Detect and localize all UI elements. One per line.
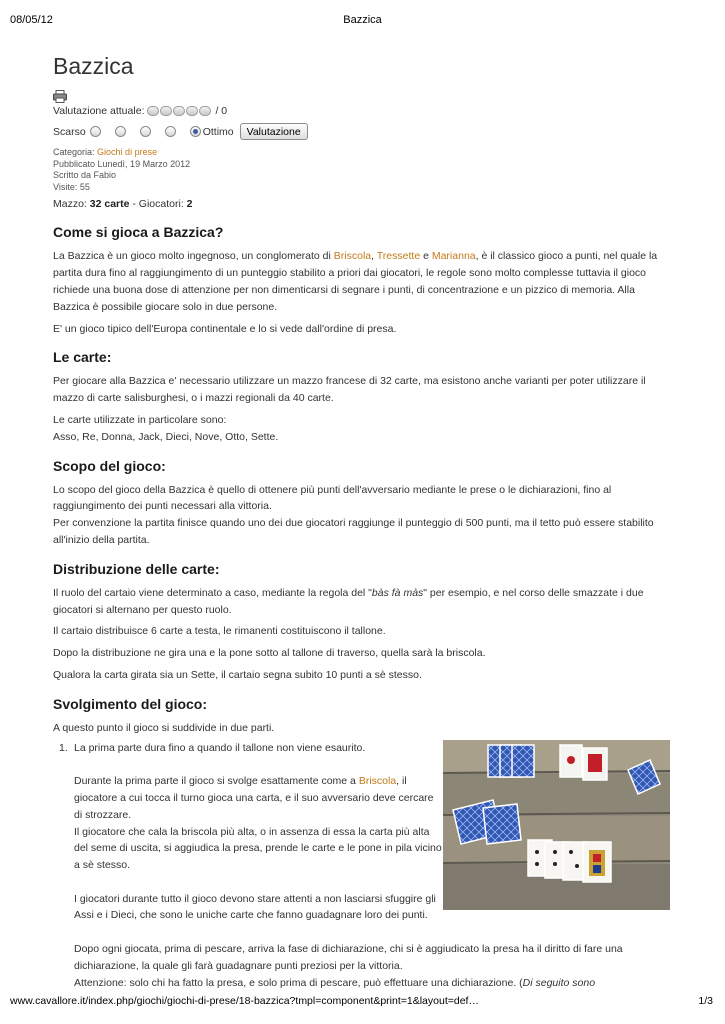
section-heading: Le carte: <box>53 349 112 366</box>
vote-scale-low: Scarso <box>53 125 86 138</box>
vote-radio-5[interactable] <box>190 126 201 137</box>
category-link[interactable]: Giochi di prese <box>97 147 158 157</box>
vote-form <box>53 123 673 140</box>
paragraph: E' un gioco tipico dell'Europa continentale e lo si vede dall'ordine di presa. <box>53 322 397 335</box>
paragraph: Per giocare alla Bazzica e' necessario utilizzare un mazzo francese di 32 carte, ma esistono anche varianti per poter utilizzare il mazzo di carte salisburghesi, o i mazzi regionali da 40 carte. <box>53 375 646 405</box>
card-game-photo <box>443 740 670 910</box>
paragraph: I giocatori durante tutto il gioco devono stare attenti a non lasciarsi sfuggire gli Assi e i Dieci, che sono le uniche carte che fanno guadagnare loro dei punti. <box>74 892 436 922</box>
article <box>53 52 673 991</box>
author: Scritto da Fabio <box>53 170 117 181</box>
list-number: 1. <box>59 741 68 754</box>
deck-info <box>53 198 673 210</box>
deck-label: Mazzo: <box>53 198 87 211</box>
category-label: Categoria: <box>53 147 95 157</box>
rating-star-icon <box>160 106 172 116</box>
paragraph: Il ruolo del cartaio viene determinato a caso, mediante la regola del "bàs fà màs" per esempio, e nel corso delle smazzate i due giocatori si alternano per questo ruolo. <box>53 586 644 616</box>
rating-suffix: / 0 <box>215 105 228 117</box>
vote-radio-1[interactable] <box>90 126 101 137</box>
tressette-link[interactable]: Tressette <box>376 250 421 263</box>
vote-scale-high: Ottimo <box>202 125 234 138</box>
rating-stars <box>147 106 212 116</box>
section-heading: Svolgimento del gioco: <box>53 695 208 712</box>
briscola-link[interactable]: Briscola <box>333 250 372 263</box>
deck-value: 32 carte <box>89 198 130 211</box>
players-label: - Giocatori: <box>132 198 184 211</box>
printer-icon[interactable] <box>53 90 67 103</box>
players-value: 2 <box>186 198 193 211</box>
paragraph: La prima parte dura fino a quando il tallone non viene esaurito. <box>74 741 366 754</box>
print-footer-url: www.cavallore.it/index.php/giochi/giochi-di-prese/18-bazzica?tmpl=component&print=1&layout=def… <box>10 995 479 1007</box>
paragraph: La Bazzica è un gioco molto ingegnoso, un conglomerato di Briscola, Tressette e Marianna, è il classico gioco a punti, nel quale la partita dura fino al raggiungimento di un punteggio stabilito a priori dai giocatori, le regole sono molto complesse tuttavia il gioco richiede una buona dose di attenzione per non dimenticarsi di segnare i punti, di concentrazione e un pizzico di memoria. Alla Bazzica è possibile giocare solo in due persone. <box>53 250 658 313</box>
section-heading: Distribuzione delle carte: <box>53 560 220 577</box>
paragraph: Durante la prima parte il gioco si svolge esattamente come a Briscola, il giocatore a cui tocca il turno gioca una carta, e il suo avversario deve cercare di strozzare. Il giocatore che cala la briscola più alta, o in assenza di essa la carta più alta del seme di uscita, si aggiudica la presa, prende le carte e le pone in pila vicino a sè stesso. <box>74 775 442 872</box>
vote-submit-button[interactable]: Valutazione <box>240 123 308 140</box>
section-heading: Scopo del gioco: <box>53 457 166 474</box>
paragraph: Le carte utilizzate in particolare sono: Asso, Re, Donna, Jack, Dieci, Nove, Otto, Sette. <box>53 413 279 443</box>
paragraph: Il cartaio distribuisce 6 carte a testa, le rimanenti costituiscono il tallone. <box>53 625 386 638</box>
page-title: Bazzica <box>53 53 134 79</box>
rating-star-icon <box>199 106 211 116</box>
rating-label: Valutazione attuale: <box>53 105 145 117</box>
published-date: Pubblicato Lunedì, 19 Marzo 2012 <box>53 158 191 169</box>
print-header-title: Bazzica <box>343 14 382 26</box>
rating-star-icon <box>186 106 198 116</box>
page-number: 1/3 <box>698 995 713 1007</box>
visits: Visite: 55 <box>53 181 90 192</box>
paragraph: Lo scopo del gioco della Bazzica è quello di ottenere più punti dell'avversario mediante le prese o le dichiarazioni, fino al raggiungimento dei punti necessari alla vittoria. Per convenzione la partita finisce quando uno dei due giocatori raggiunge il punteggio di 500 punti, ma il tetto può essere stabilito all'inizio della partita. <box>53 483 654 546</box>
article-meta <box>53 147 673 193</box>
list-item <box>53 740 673 992</box>
marianna-link[interactable]: Marianna <box>431 250 476 263</box>
paragraph: Dopo ogni giocata, prima di pescare, arriva la fase di dichiarazione, chi si è aggiudicato la presa ha il diritto di fare una dichiarazione, la quale gli farà guadagnare punti preziosi per la vittoria. <box>74 943 623 972</box>
section-heading: Come si gioca a Bazzica? <box>53 224 224 241</box>
vote-radio-4[interactable] <box>165 126 176 137</box>
rating-star-icon <box>173 106 185 116</box>
vote-radio-2[interactable] <box>115 126 126 137</box>
briscola-link[interactable]: Briscola <box>358 775 397 788</box>
rating-star-icon <box>147 106 159 116</box>
vote-radio-3[interactable] <box>140 126 151 137</box>
paragraph: A questo punto il gioco si suddivide in due parti. <box>53 721 275 734</box>
paragraph: Qualora la carta girata sia un Sette, il cartaio segna subito 10 punti a sè stesso. <box>53 668 422 681</box>
current-rating <box>53 104 673 118</box>
print-date: 08/05/12 <box>10 14 53 26</box>
paragraph: Attenzione: solo chi ha fatto la presa, e solo prima di pescare, può effettuare una dichiarazione. (Di seguito sono <box>74 976 596 989</box>
paragraph: Dopo la distribuzione ne gira una e la pone sotto al tallone di traverso, quella sarà la briscola. <box>53 647 486 660</box>
